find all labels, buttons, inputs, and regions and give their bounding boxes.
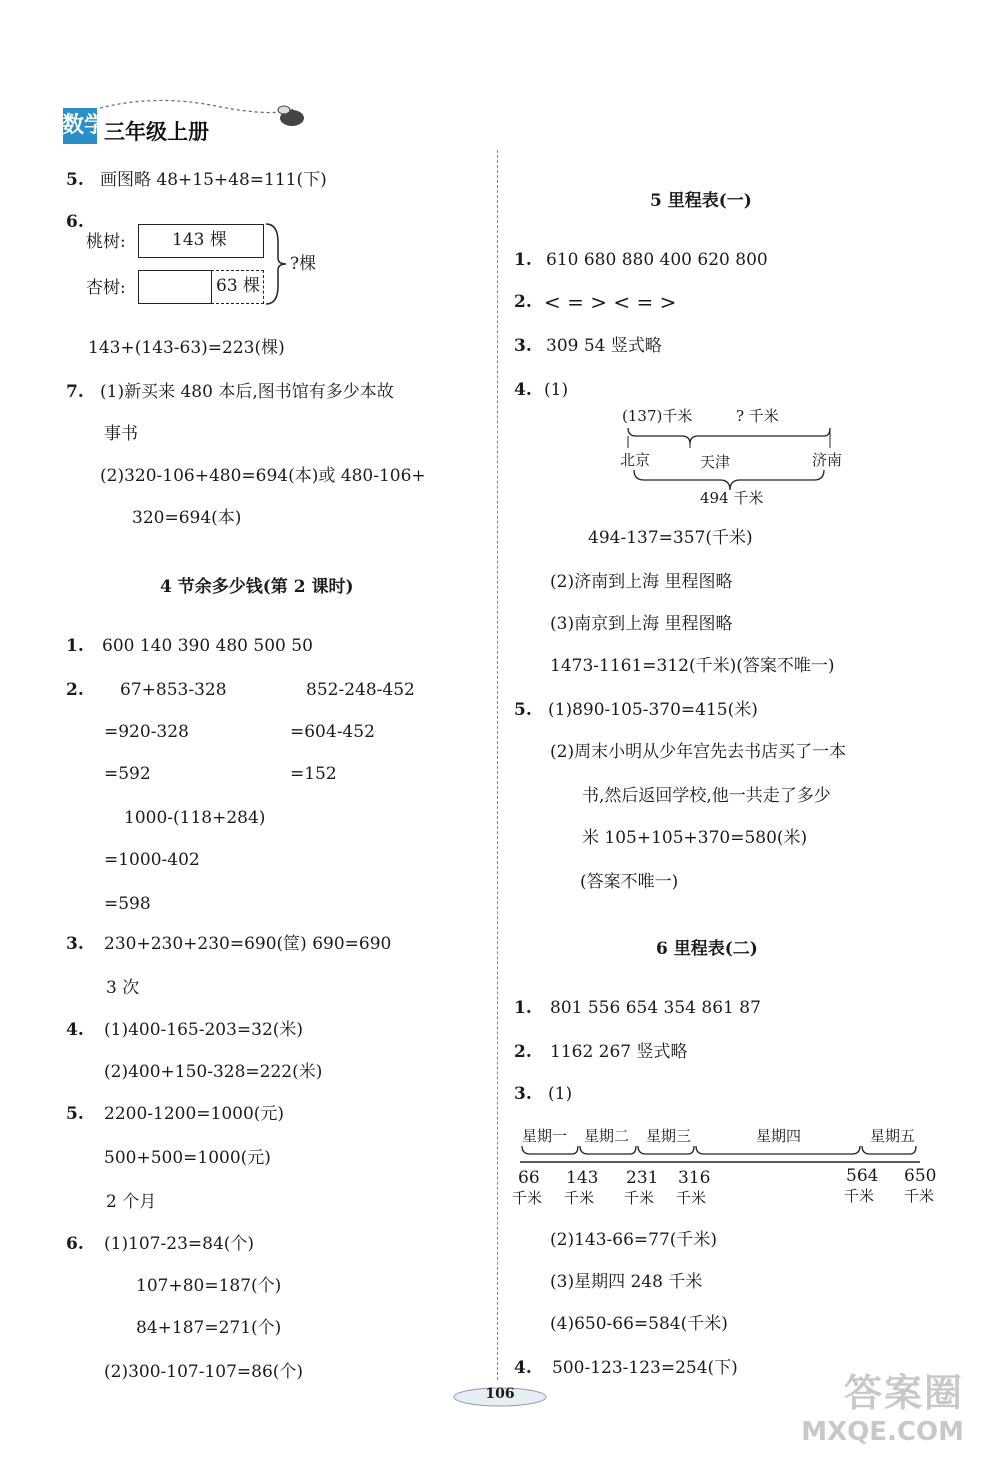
q6-formula: 143+(143-63)=223(棵) [88, 338, 285, 358]
s6q3-part2: (2)143-66=77(千米) [550, 1230, 718, 1250]
mark-66: 66 [518, 1168, 540, 1188]
day-label-mon: 星期一 [522, 1127, 568, 1145]
s5q4-formula: 494-137=357(千米) [588, 528, 753, 548]
s4q2-c3: =598 [104, 894, 151, 914]
header-decoration [96, 96, 316, 136]
s4q2-b1: 852-248-452 [306, 680, 415, 700]
section4-title: 4 节余多少钱(第 2 课时) [160, 577, 354, 597]
s5q5-number: 5. [514, 700, 532, 720]
s4q6-line1: (1)107-23=84(个) [104, 1234, 255, 1254]
s5q5-line1: (1)890-105-370=415(米) [548, 700, 758, 720]
column-divider [497, 150, 498, 1380]
q7-line2: 事书 [104, 424, 138, 444]
segment1-label: (137)千米 [622, 407, 693, 425]
s4q5-number: 5. [66, 1104, 84, 1124]
s5q1-answer: 610 680 880 400 620 800 [546, 250, 768, 270]
city-jinan: 济南 [812, 451, 843, 469]
section6-title: 6 里程表(二) [656, 939, 758, 959]
s5q1-number: 1. [514, 250, 532, 270]
mark-316: 316 [678, 1168, 711, 1188]
s4q4-line1: (1)400-165-203=32(米) [104, 1020, 304, 1040]
brace-icon [264, 222, 288, 306]
s6q4-answer: 500-123-123=254(下) [552, 1358, 738, 1378]
s4q6-line4: (2)300-107-107=86(个) [104, 1362, 304, 1382]
watermark-title: 答案圈 [843, 1371, 964, 1415]
s4q5-line2: 500+500=1000(元) [104, 1148, 271, 1168]
unit-316: 千米 [676, 1189, 707, 1207]
s4q5-line3: 2 个月 [106, 1192, 157, 1212]
s5q2-number: 2. [514, 292, 532, 312]
s4q1-number: 1. [66, 636, 84, 656]
s4q3-line1: 230+230+230=690(筐) 690=690 [104, 934, 392, 954]
s4q6-number: 6. [66, 1234, 84, 1254]
mark-231: 231 [626, 1168, 659, 1188]
unit-564: 千米 [844, 1187, 875, 1205]
unit-66: 千米 [512, 1189, 543, 1207]
s5q2-answer: < = > < = > [544, 290, 677, 314]
s5q5-line3: 书,然后返回学校,他一共走了多少 [582, 786, 831, 806]
s4q2-a2: =920-328 [104, 722, 189, 742]
q7-line1: (1)新买来 480 本后,图书馆有多少本故 [100, 382, 394, 402]
s5q5-line2: (2)周末小明从少年宫先去书店买了一本 [550, 742, 847, 762]
s4q3-number: 3. [66, 934, 84, 954]
q5-number: 5. [66, 170, 84, 190]
s4q5-line1: 2200-1200=1000(元) [104, 1104, 285, 1124]
day-label-tue: 星期二 [584, 1127, 630, 1145]
s5q3-number: 3. [514, 336, 532, 356]
s6q1-answer: 801 556 654 354 861 87 [550, 998, 761, 1018]
s6q2-answer: 1162 267 竖式略 [550, 1042, 688, 1062]
week-distance-line [516, 1142, 926, 1168]
page-number: 106 [485, 1386, 515, 1402]
city-tianjin: 天津 [700, 453, 731, 471]
s6q3-number: 3. [514, 1084, 532, 1104]
q7-line3: (2)320-106+480=694(本)或 480-106+ [100, 466, 426, 486]
s5q5-line5: (答案不唯一) [580, 872, 679, 892]
unit-143: 千米 [564, 1189, 595, 1207]
peach-value: 143 棵 [172, 230, 227, 250]
unit-231: 千米 [624, 1189, 655, 1207]
s5q4-part1: (1) [544, 380, 569, 400]
s4q1-answer: 600 140 390 480 500 50 [102, 636, 313, 656]
q6-number: 6. [66, 212, 84, 232]
day-label-wed: 星期三 [646, 1127, 692, 1145]
s4q2-b3: =152 [290, 764, 337, 784]
apricot-bar [138, 270, 212, 304]
s4q4-line2: (2)400+150-328=222(米) [104, 1062, 323, 1082]
watermark [801, 1362, 964, 1447]
s6q4-number: 4. [514, 1358, 532, 1378]
s6q3-part1: (1) [548, 1084, 573, 1104]
s4q2-b2: =604-452 [290, 722, 375, 742]
watermark-site: MXQE.COM [801, 1417, 964, 1447]
mark-650: 650 [904, 1166, 937, 1186]
s5q4-extra: 1473-1161=312(千米)(答案不唯一) [550, 656, 835, 676]
s4q2-c1: 1000-(118+284) [124, 808, 266, 828]
mark-143: 143 [566, 1168, 599, 1188]
subject-label: 数学 [62, 112, 107, 138]
q7-line4: 320=694(本) [132, 508, 242, 528]
city-beijing: 北京 [620, 451, 651, 469]
s4q6-line2: 107+80=187(个) [136, 1276, 282, 1296]
day-label-thu: 星期四 [756, 1127, 802, 1145]
s5q3-answer: 309 54 竖式略 [546, 336, 662, 356]
unit-650: 千米 [904, 1187, 935, 1205]
s6q3-part3: (3)星期四 248 千米 [550, 1272, 703, 1292]
s5q5-line4: 米 105+105+370=580(米) [582, 828, 808, 848]
s4q4-number: 4. [66, 1020, 84, 1040]
s4q6-line3: 84+187=271(个) [136, 1318, 282, 1338]
apricot-value: 63 棵 [216, 276, 261, 296]
s4q2-a1: 67+853-328 [120, 680, 227, 700]
s6q1-number: 1. [514, 998, 532, 1018]
s5q4-number: 4. [514, 380, 532, 400]
s4q2-a3: =592 [104, 764, 151, 784]
day-label-fri: 星期五 [870, 1127, 916, 1145]
grade-label: 三年级上册 [104, 120, 209, 144]
s6q2-number: 2. [514, 1042, 532, 1062]
s4q2-c2: =1000-402 [104, 850, 200, 870]
segment2-label: ? 千米 [736, 407, 779, 425]
mark-564: 564 [846, 1166, 879, 1186]
apricot-label: 杏树: [86, 278, 126, 298]
q6-question: ?棵 [290, 254, 317, 274]
s5q4-part2: (2)济南到上海 里程图略 [550, 572, 733, 592]
s4q3-line2: 3 次 [106, 978, 140, 998]
s6q3-part4: (4)650-66=584(千米) [550, 1314, 728, 1334]
total-distance-label: 494 千米 [700, 489, 764, 507]
s4q2-number: 2. [66, 680, 84, 700]
q5-answer: 画图略 48+15+48=111(下) [100, 170, 327, 190]
peach-label: 桃树: [86, 232, 126, 252]
q7-number: 7. [66, 382, 84, 402]
s5q4-part3: (3)南京到上海 里程图略 [550, 614, 733, 634]
section5-title: 5 里程表(一) [650, 191, 752, 211]
